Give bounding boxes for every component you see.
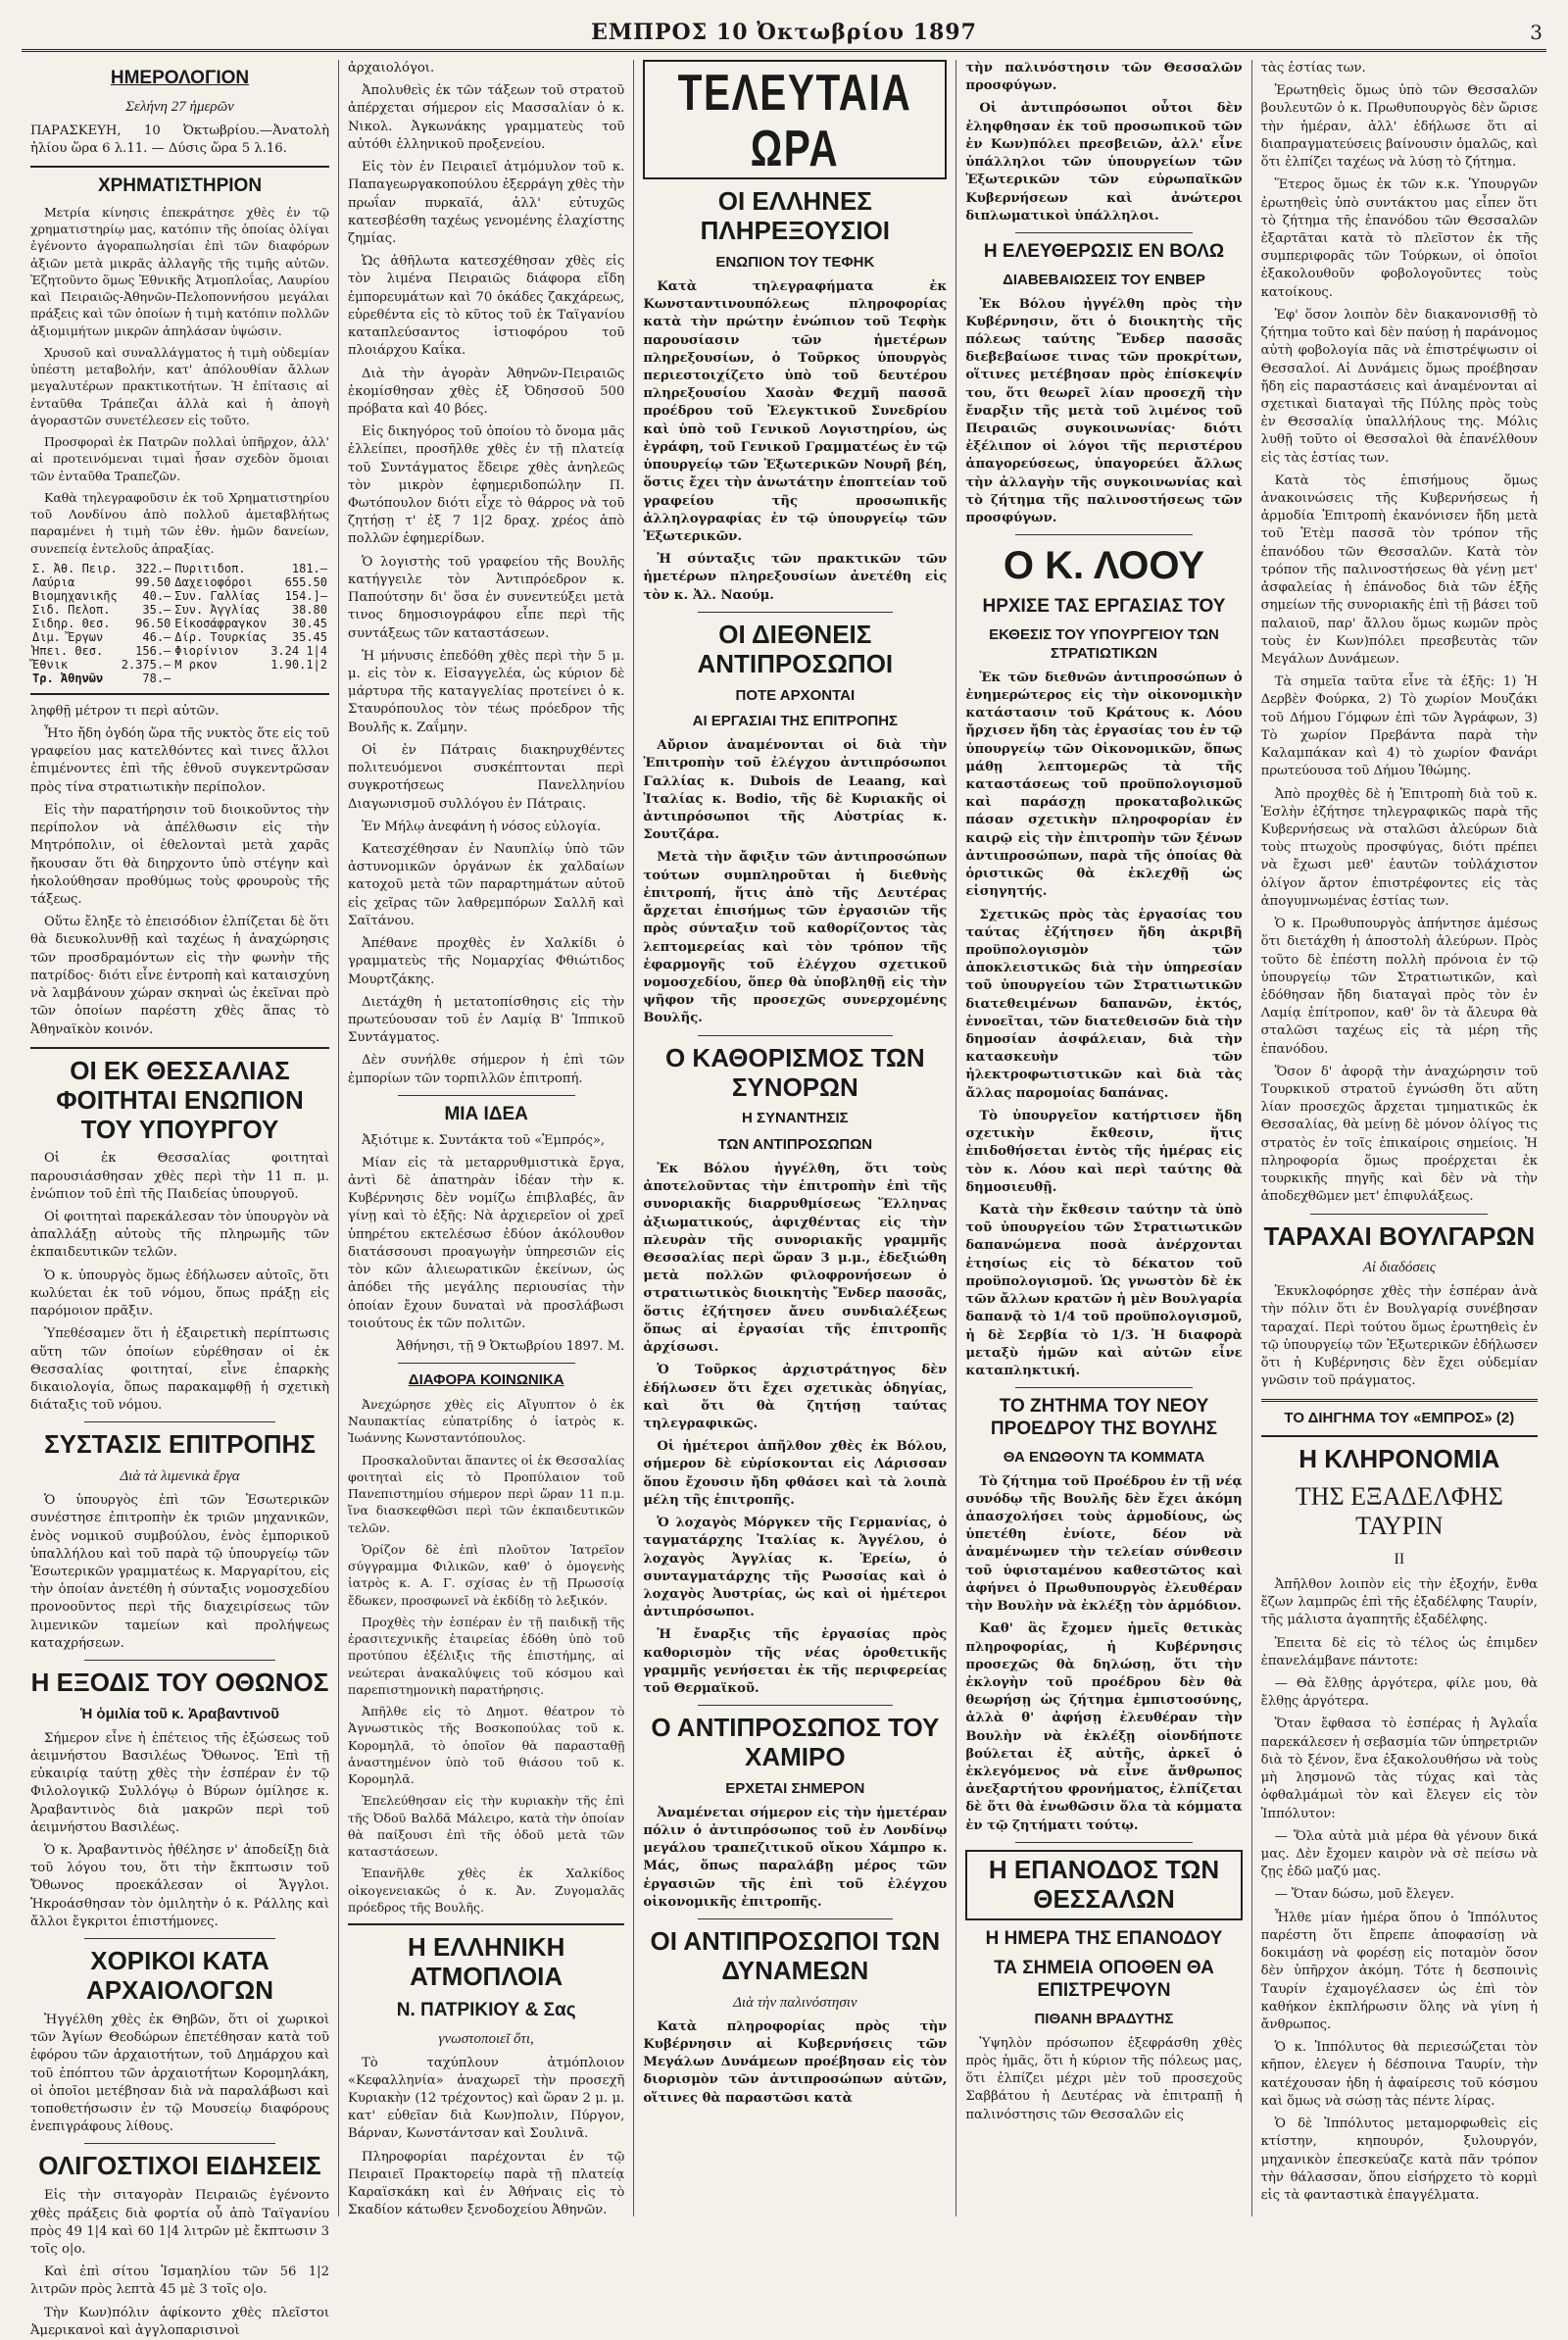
idea-headline: ΜΙΑ ΙΔΕΑ — [444, 1103, 528, 1124]
divider — [30, 1047, 329, 1049]
news-item: Εἰς τὸν ἐν Πειραιεῖ ἀτμόμυλον τοῦ κ. Παπαγεωργακοπούλου ἐξερράγη χθὲς τὴν πρωΐαν πυρκαϊά, ἀλλ' εὐτυχῶς κατεσβέσθη ταχέως γενομένης ἐλαχίστης ζημίας. — [348, 160, 625, 246]
stock-cell: 156.— — [135, 643, 172, 658]
divider — [1015, 534, 1193, 535]
serial-chapter: ΙΙ — [1394, 1550, 1405, 1568]
return-paragraph: Ἐφ' ὅσον λοιπὸν δὲν διακανονισθῇ τὸ ζήτημα τοῦτο καὶ δὲν παύσῃ ἡ παράνομος αὐτὴ φοβολογία πᾶς νὰ ἐπιστρέψωσιν οἱ Θεσσαλοί. Αἱ Δυνάμεις ὅμως προέβησαν ἤδη εἰς παραστάσεις καὶ ἀναμένονται αἱ σχετικαὶ διαταγαὶ τῆς Πύλης πρὸς τοὺς ἐν Θεσσαλίᾳ ὑπαλλήλους της. Μόλις λυθῇ τοῦτο οἱ Θεσσαλοὶ θὰ ἐπανέλθουν εἰς τὰς ἑστίας των. — [1260, 307, 1538, 466]
stock-cell: Μ ρκον — [174, 657, 218, 672]
idea-paragraph: Ἀξιότιμε κ. Συντάκτα τοῦ «Ἐμπρός», — [362, 1132, 606, 1148]
stock-cell — [269, 672, 329, 685]
stock-cell: Δίρ. Τουρκίας — [174, 629, 268, 644]
intl-subheadline: ΑΙ ΕΡΓΑΣΙΑΙ ΤΗΣ ΕΠΙΤΡΟΠΗΣ — [692, 713, 899, 730]
news-item: Ἀπέθανε προχθὲς ἐν Χαλκίδι ὁ γραμματεὺς τῆς Νομαρχίας Φθιώτιδος Μουρτζάκης. — [348, 936, 625, 987]
continued-text: ἀρχαιολόγοι. — [348, 61, 435, 75]
return-paragraph: Τὰ σημεῖα ταῦτα εἶνε τὰ ἑξῆς: 1) Ἡ Δερβὲν Φούρκα, 2) Τὸ χωρίον Μουζάκι τοῦ Δήμου Γόμφων ἐπὶ τῶν Ἀγράφων, 3) Τὸ χωρίον Πρεβάντα παρὰ τὴν Καλαμπάκαν καὶ 4) τὸ χωρίον Φανάρι πρωτεύουσα τοῦ Δήμου Ἰθώμης. — [1260, 674, 1538, 779]
divider — [84, 1938, 275, 1939]
serial-paragraph: Ἐπειτα δὲ εἰς τὸ τέλος ὡς ἐπιμδεν ἐπανελάμβανε πάντοτε: — [1260, 1635, 1538, 1668]
column-5 — [1252, 60, 1546, 2216]
divider — [30, 693, 329, 695]
misc-paragraph: Ἐπελεύθησαν εἰς τὴν κυριακὴν τῆς ἐπὶ τῆς Ὀδοῦ Βαλδᾶ Μάλειρο, κατὰ τὴν ὁποίαν θὰ παίξουσι ἐπὶ τῆς ὁδοῦ μετὰ τῶν καταστάσεων. — [348, 1793, 625, 1860]
stock-cell: 2.375.— — [121, 657, 172, 672]
otto-subheadline: Ἡ ὁμιλία τοῦ κ. Ἀραβαντινοῦ — [79, 1705, 280, 1722]
news-item: Ἡ μήνυσις ἐπεδόθη χθὲς περὶ τὴν 5 μ. μ. εἰς τὸν κ. Εἰσαγγελέα, ὡς κύριον δὲ μάρτυρα τῆς καταγγελίας προτείνει ὁ κ. Σταυρόπουλος τὸν τέως πρόεδρον τῆς Βουλῆς κ. Ζαΐμην. — [348, 648, 625, 735]
serial-paragraph: Ἦλθε μίαν ἡμέρα ὅπου ὁ Ἱππόλυτος παρέστη ὅτι ἔπρεπε ἀποφασίσῃ νὰ δοκιμάσῃ νὰ φορέσῃ εἰς ποταμὸν ὅσον δὲν ὑπῆρχον ἀκόμη. Τότε ἡ δεσποινὶς Ταυρίν ἐχαμογέλασεν ὡς ἐπὶ τὸν καθήκον ἐκπλήρωσιν ὅλης νὰ γίνη ἡ ἄνθρωπος. — [1260, 1910, 1538, 2032]
divider — [84, 1660, 275, 1661]
committee-subheadline: Διὰ τὰ λιμενικὰ ἔργα — [120, 1469, 240, 1485]
divider — [30, 166, 329, 168]
stock-row — [30, 644, 329, 658]
divider — [348, 1923, 624, 1925]
divider — [1015, 1842, 1193, 1843]
speaker-subheadline: ΘΑ ΕΝΩΘΟΥΝ ΤΑ ΚΟΜΜΑΤΑ — [1003, 1448, 1205, 1466]
serial-label: ΤΟ ΔΙΗΓΗΜΑ ΤΟΥ «ΕΜΠΡΟΣ» (2) — [1284, 1409, 1515, 1426]
almanac-title: ΗΜΕΡΟΛΟΓΙΟΝ — [110, 68, 250, 88]
return-paragraph: Ὅσον δ' ἀφορᾷ τὴν ἀναχώρησιν τοῦ Τουρκικοῦ στρατοῦ ἐγνώσθη ὅτι αὕτη λίαν προσεχῶς ἄρχεται τμηματικῶς ἐκ Θεσσαλίας, θὰ μείνῃ δὲ μόνον ὀλίγος τις στρατὸς ἐν τοῖς ἐπικαίροις σημείοις. Ἡ πληροφορία ὅμως προέρχεται ἐκ τουρκικῆς πηγῆς καὶ δὲν νὰ τὴν ἀποδεχθῶμεν μετ' ἐπιφυλάξεως. — [1260, 1064, 1538, 1205]
banner-box — [643, 60, 947, 179]
misc-paragraph: Ἐπανῆλθε χθὲς ἐκ Χαλκίδος οἰκογενειακῶς ὁ κ. Ἀν. Ζυγομαλᾶς πρόεδρος τῆς Βουλῆς. — [348, 1866, 625, 1915]
return-headline: Η ΕΠΑΝΟΔΟΣ ΤΩΝ ΘΕΣΣΑΛΩΝ — [988, 1854, 1220, 1914]
fragment-text: Οὕτω ἔληξε τὸ ἐπεισόδιον ἐλπίζεται δὲ ὅτι θὰ διευκολυνθῇ καὶ ταχέως ἡ ἀναχώρησις τῶν προσδραμόντων εἰς τὴν φωνὴν τῆς πατρίδος· διότι εἶνε ἐντροπὴ καὶ καταισχύνη νὰ λαμβάνουν χώραν σκηναὶ ὡς ἐκεῖναι πρὸ τῶν ὁποίων παρέστη χθὲς ἅπας τὸ Ἀθηναϊκὸν κοινόν. — [30, 915, 329, 1037]
stock-row — [30, 672, 329, 685]
continued-text: τὴν παλινόστησιν τῶν Θεσσαλῶν προσφύγων. — [965, 61, 1243, 94]
stock-cell: 30.45 — [291, 616, 327, 630]
stock-row — [30, 617, 329, 630]
louth-headline: Ο Κ. ΛΟΟΥ — [1003, 544, 1205, 588]
misc-paragraph: Προσκαλοῦνται ἅπαντες οἱ ἐκ Θεσσαλίας φοιτηταὶ εἰς τὸ Προπύλαιον τοῦ Πανεπιστημίου σήμερον περὶ ὥραν 11 π.μ. ἵνα διασκεφθῶσι περὶ τῶν ἐκπαιδευτικῶν τελῶν. — [348, 1452, 625, 1535]
divider — [1310, 1214, 1488, 1215]
intl-paragraph: Αὔριον ἀναμένονται οἱ διὰ τὴν Ἐπιτροπὴν τοῦ ἐλέγχου ἀντιπρόσωποι Γαλλίας κ. Dubois de Leaang, καὶ Ἰταλίας κ. Bodio, τῆς δὲ Κυριακῆς οἱ ἀντιπρόσωποι τῆς Αὐστρίας κ. Σουτζάρα. — [643, 738, 948, 843]
otto-paragraph: Ὁ κ. Ἀραβαντινὸς ἠθέλησε ν' ἀποδείξῃ διὰ τοῦ λόγου του, ὅτι τὴν ἔκπτωσιν τοῦ Ὄθωνος προεκάλεσαν οἱ Ἄγγλοι. Ἠκροάσθησαν τὸν ὁμιλητὴν ὁ κ. Ράλλης καὶ ἄλλοι ἔγκριτοι ἐπιστήμονες. — [30, 1843, 329, 1929]
stock-cell: Εἰκοσάφραγκον — [174, 616, 268, 630]
borders-subheadline: Η ΣΥΝΑΝΤΗΣΙΣ — [741, 1110, 849, 1127]
stock-cell: Διμ. Ἔργων — [32, 629, 104, 644]
powers-subheadline: Διὰ τὴν παλινόστησιν — [733, 1994, 858, 2011]
misc-headline: ΔΙΑΦΟΡΑ ΚΟΙΝΩΝΙΚΑ — [408, 1371, 564, 1389]
stock-cell: 181.— — [291, 561, 327, 575]
powers-paragraph: Κατὰ πληροφορίας πρὸς τὴν Κυβέρνησιν αἱ Κυβερνήσεις τῶν Μεγάλων Δυνάμεων προέβησαν εἰς τὸν διορισμὸν τῶν ἀντιπροσώπων αὐτῶν, οἵτινες θὰ παραστῶσι κατὰ — [643, 2018, 948, 2106]
news-item: Ὁ λογιστὴς τοῦ γραφείου τῆς Βουλῆς κατήγγειλε τὸν Ἀντιπρόεδρον κ. Παπούτσην δι' ὅσα ἐν συνεντεύξει μετὰ τινος δημοσιογράφου εἶπε περὶ τῆς συντάξεως τῶν καταστάσεων. — [348, 554, 625, 641]
evacuation-paragraph: Ἐκ Βόλου ἠγγέλθη πρὸς τὴν Κυβέρνησιν, ὅτι ὁ διοικητὴς τῆς πόλεως ταύτης Ἔνδερ πασσᾶς διεβεβαίωσε τινας τῶν προκρίτων, οἵτινες μετέβησαν πρὸς ἐπίσκεψίν του, ὅτι θεωρεῖ λίαν προσεχῆ τὴν ἔναρξιν τῆς μετὰ τοῦ λιμένος τοῦ Πειραιῶς συγκοινωνίας· διότι ἐξέλιπον οἱ λόγοι τῆς περιστέρου ἀπαγορεύσεως, ὑπαγορεύει ἄλλως τὴν ἀλλαγὴν τῆς συγκοινωνίας καὶ τὸ ζήτημα τῆς παλινοστήσεως τῶν προσφύγων. — [965, 296, 1243, 526]
stock-cell: 96.50 — [135, 616, 172, 630]
divider — [398, 1363, 575, 1364]
serial-paragraph: Ὁ κ. Ἱππόλυτος θὰ περιεσώζεται τὸν κῆπον, ἐλεγεν ἡ δέσποινα Ταυρίν, τὴν κατέχουσαν ἡδη ἡ ἀφαίρεσις τοῦ κόσμου καὶ ὅμως νὰ σώσῃ τὰς πέντε λίρας. — [1260, 2040, 1538, 2109]
fragment-text: Ἦτο ἤδη ὀγδόη ὥρα τῆς νυκτὸς ὅτε εἰς τοῦ γραφείου μας κατελθόντες καὶ τινες ἄλλοι ἐπιμένοντες ἐπὶ τῆς ἐθνοῦ συγκεντρῶσαν πρὸς τίνα στρατιωτικὴν περίπολον. — [30, 726, 329, 795]
misc-paragraph: Ὁρίζον δὲ ἐπὶ πλοῦτον Ἰατρεῖον σύγγραμμα Φιλικῶν, καθ' ὁ ὁμογενὴς ἰατρὸς κ. Α. Γ. σχίσας ἐν τῇ Πρωσσίᾳ ἔδωκεν, προσφωνεῖ νὰ ἐκδίδῃ τὸ λεξικόν. — [348, 1541, 625, 1608]
louth-subheadline: ΕΚΘΕΣΙΣ ΤΟΥ ΥΠΟΥΡΓΕΙΟΥ ΤΩΝ ΣΤΡΑΤΙΩΤΙΚΩΝ — [989, 626, 1219, 662]
stock-cell: Σιδ. Πελοπ. — [32, 602, 111, 617]
divider — [398, 1095, 575, 1096]
stock-cell: 3.24 1|4 — [270, 643, 327, 658]
column-3 — [634, 60, 956, 2216]
stock-cell — [172, 672, 269, 685]
idea-paragraph: Μίαν εἰς τὰ μεταρρυθμιστικὰ ἔργα, ἀντὶ δὲ ἀπατηρὰν ἰδέαν τὴν κ. Κυβέρνησις δὲν νομίζω ἐπιβλαβές, ἂν γίνῃ καὶ τὸ ἑξῆς: Νὰ ἀρχιερεῖον οἱ χρεῖ ὑπηρέτου εκτελέσωσ ἐδύον ἀκόλουθον διατάσσουσι προαγωγὴν ὑπηρεσιῶν εἰς τὸν κῶν ἀλιεωρατικῶν ἐκείνων, ὡς ἀπόδει τῆς μεγάλης περιουσίας τὴν ὁποίαν ἔχουν δυναταὶ νὰ προσλάβωσι τοιούτους ἐκ τῶν πολιτῶν. — [348, 1155, 625, 1331]
masthead — [22, 16, 1546, 52]
stock-row — [30, 575, 329, 589]
chorus-headline: ΧΟΡΙΚΟΙ ΚΑΤΑ ΑΡΧΑΙΟΛΟΓΩΝ — [85, 1946, 274, 2005]
hambro-subheadline: ΕΡΧΕΤΑΙ ΣΗΜΕΡΟΝ — [725, 1780, 865, 1798]
stock-cell: Φιορίνιον — [174, 643, 239, 658]
stock-row — [30, 562, 329, 575]
evacuation-subheadline: ΔΙΑΒΕΒΑΙΩΣΕΙΣ ΤΟΥ ΕΝΒΕΡ — [1003, 271, 1205, 288]
fragment-text: Εἰς τὴν παρατήρησιν τοῦ διοικοῦντος τὴν περίπολον νὰ ἀπέλθωσιν εἰς τὴν Μητρόπολιν, οἱ ἐθελονταὶ μετὰ χαρᾶς ἤκουσαν ὅτι θὰ διηρχοντο ὑπὸ στέγην καὶ ἠκολούθησαν προθύμως τοὺς φρουροὺς τῆς τάξεως. — [30, 802, 329, 907]
gov-subheadline: ΕΝΩΠΙΟΝ ΤΟΥ ΤΕΦΗΚ — [715, 254, 875, 272]
return-paragraph: Κατὰ τὸς ἐπισήμους ὅμως ἀνακοινώσεις τῆς Κυβερνήσεως ἡ ἁρμοδία Ἐπιτροπὴ ἐκανόνισεν ἤδη μετὰ τοῦ Ἐτὲμ πασσᾶ τὸν τρόπον τῆς ἐπανόδου τῶν Θεσσαλῶν. Κατὰ τὸν τρόπον τῆς παλινοστήσεως θὰ γένῃ μετ' ἀσφαλείας ἡ ἐπάνοδος διὰ τῶν ἑξῆς σημείων τῆς συνοριακῆς ἐπὶ τῇ βάσει τοῦ παλαιοῦ, παρ' ἄλλου ὅμως κωμῶν πρὸς τοὺς ἐν Κων)πόλει πρεσβευτὰς τῶν Μεγάλων Δυνάμεων. — [1260, 473, 1538, 667]
bulgarian-paragraph: Ἐκυκλοφόρησε χθὲς τὴν ἑσπέραν ἀνὰ τὴν πόλιν ὅτι ἐν Βουλγαρίᾳ συνέβησαν ταραχαί. Περὶ τούτου ὅμως ἐρωτηθεὶς ἐν τῷ ὑπουργείῳ τῶν Ἐξωτερικῶν ἐδήλωσεν ὅτι ἡ Κυβέρνησις δὲν ἔχει οὐδεμίαν γνῶσιν τοῦ πράγματος. — [1260, 1284, 1538, 1389]
speaker-paragraph: Καθ' ἃς ἔχομεν ἡμεῖς θετικὰς πληροφορίας, ἡ Κυβέρνησις προσεχῶς θὰ δηλώσῃ, ὅτι τὴν ἐκλογὴν τοῦ προέδρου δὲν θὰ θεωρήσῃ ὡς ζήτημα ἐμπιστοσύνης, ἀλλὰ θ' ἀφήσῃ ἐλευθέραν τὴν Βουλὴν νὰ ἐκλέξῃ οἱονδήποτε βούλεται ἐξ αὐτῆς, ἀρκεῖ ὁ ἐκλεγόμενος νὰ εἶνε ἄνθρωπος ἀνεξαρτήτου φρονήματος, ἐλπίζεται δὲ ὅτι θὰ ἑνωθῶσιν ὅλα τὰ κόμματα ἐν τῷ ζητήματι τούτῳ. — [965, 1621, 1243, 1833]
gov-headline: ΟΙ ΕΛΛΗΝΕΣ ΠΛΗΡΕΞΟΥΣΙΟΙ — [700, 186, 891, 246]
news-item: Ἀπολυθεὶς ἐκ τῶν τάξεων τοῦ στρατοῦ ἀπέρχεται σήμερον εἰς Μασσαλίαν ὁ κ. Νικολ. Ἀγκωνάκης γραμματεὺς τοῦ αὐτόθι ἑλληνικοῦ προξενείου. — [348, 83, 625, 152]
brief-paragraph: Εἰς τὴν σιταγορὰν Πειραιῶς ἐγένοντο χθὲς πράξεις διὰ φορτία οὗ ἀπὸ Ταϊγανίου πρὸς 49 1|4 καὶ 60 1|4 λιτρῶν μὲ ἔκπτωσιν 3 τοῖς ο|ο. — [30, 2188, 329, 2257]
stock-row — [30, 630, 329, 644]
borders-paragraph: Ὁ λοχαγὸς Μόργκεν τῆς Γερμανίας, ὁ ταγματάρχης Ἰταλίας κ. Ἀγγέλου, ὁ λοχαγὸς Ἀγγλίας κ. Ἑρείω, ὁ συνταγματάρχης τῆς Ρωσσίας καὶ ὁ λοχαγὸς Ἀυστρίας, ὡς καὶ οἱ ἡμέτεροι ἀντιπρόσωποι. — [643, 1516, 948, 1620]
divider — [698, 1705, 892, 1706]
stock-row — [30, 658, 329, 672]
return-subheadline: ΤΑ ΣΗΜΕΙΑ ΟΠΟΘΕΝ ΘΑ ΕΠΙΣΤΡΕΨΟΥΝ — [994, 1958, 1214, 2002]
stock-cell: Ἡπει. Θεσ. — [32, 643, 104, 658]
gov-paragraph: Κατὰ τηλεγραφήματα ἐκ Κωνσταντινουπόλεως πληροφορίας κατὰ τὴν πρώτην ἐνώπιον τοῦ Τεφὴκ παρουσίασιν τῶν ἡμετέρων πληρεξουσίων, ὁ Τοῦρκος ὑπουργὸς περιεστοιχίζετο ὑπὸ τοῦ δευτέρου πληρεξουσίου Χασὰν Φεχμῆ πασσᾶ προέδρου τοῦ Ἐλεγκτικοῦ Συνεδρίου καὶ ὑπὸ τοῦ Γενικοῦ Λογιστηρίου, ὡς ἐγράφη, τοῦ Γενικοῦ Γραμματέως ἐν τῷ ὑπουργείῳ τῶν Ἐξωτερικῶν Νουρῆ βέη, ὅστις ἔχει τὴν ἀνωτάτην ἐποπτείαν τοῦ γραφείου τῆς προσωπικῆς ἀλληλογραφίας ἐν τῷ ὑπουργείῳ τῶν Ἐξωτερικῶν. — [643, 278, 948, 544]
divider — [1015, 232, 1193, 233]
stock-cell: Τρ. Ἀθηνῶν — [32, 671, 104, 685]
steamship-announce: γνωστοποιεῖ ὅτι, — [438, 2030, 534, 2047]
almanac-sub: Σελήνη 27 ἡμερῶν — [125, 98, 234, 115]
exchange-title: ΧΡΗΜΑΤΙΣΤΗΡΙΟΝ — [97, 174, 263, 196]
fragment-text: ληφθῇ μέτρον τι περὶ αὐτῶν. — [30, 703, 220, 719]
stock-cell: Δαχειοφόροι — [174, 574, 253, 589]
column-2 — [339, 60, 634, 2216]
return-subheadline: Η ΗΜΕΡΑ ΤΗΣ ΕΠΑΝΟΔΟΥ — [985, 1927, 1223, 1949]
students-headline: ΟΙ ΕΚ ΘΕΣΣΑΛΙΑΣ ΦΟΙΤΗΤΑΙ ΕΝΩΠΙΟΝ ΤΟΥ ΥΠΟΥΡΓΟΥ — [56, 1055, 304, 1144]
stock-cell: Σ. Ἀθ. Πειρ. — [32, 561, 118, 575]
news-item: Κατεσχέθησαν ἐν Ναυπλίῳ ὑπὸ τῶν ἀστυνομικῶν ὀργάνων ἐκ χαλδαίων κατοχοῦ μετὰ τῶν παραρτημάτων αὐτοῦ εἰς χεῖρας τῶν λαθρεμπόρων Σαλλῆ καὶ Σαϊτάνου. — [348, 841, 625, 928]
serial-paragraph: Ὁ δὲ Ἱππόλυτος μεταμορφωθεὶς εἰς κτίστην, κηπουρόν, ξυλουργόν, μηχανικὸν ἐπεσκεύαζε κατὰ πᾶν τρόπον τὴν θάλασσαν, ὅπου εἰσήρχετο τὸ κορμὶ εἰς τὰ φανταστικὰ ἐπαγγέλματα. — [1260, 2116, 1538, 2203]
students-paragraph: Οἱ φοιτηταὶ παρεκάλεσαν τὸν ὑπουργὸν νὰ ἀπαλλάξῃ αὐτοὺς τῆς πληρωμῆς τῶν ἐκπαιδευτικῶν τελῶν. — [30, 1210, 329, 1261]
committee-paragraph: Ὁ ὑπουργὸς ἐπὶ τῶν Ἐσωτερικῶν συνέστησε ἐπιτροπὴν ἐκ τριῶν μηχανικῶν, ἐνὸς νομικοῦ συμβούλου, ἐνὸς ἐμπορικοῦ ὑπαλλήλου καὶ τοῦ παρὰ τῷ ὑπουργείῳ τῶν Ἐσωτερικῶν γραμματέως κ. Μαργαρίτου, εἰς τὴν ὁποίαν ἀνετέθη ἡ σύνταξις νομοσχεδίου προνοοῦντος περὶ τῆς διαχειρίσεως τῶν λιμενικῶν ταμείων καὶ προλήψεως καταχρήσεων. — [30, 1493, 329, 1651]
news-item: Ὡς ἀθῆλωτα κατεσχέθησαν χθὲς εἰς τὸν λιμένα Πειραιῶς διάφορα εἴδη ἐμπορευμάτων καὶ 70 ὀκάδες ζακχάρεως, εὑρεθέντα εἰς τὸ κῦτος τοῦ ἐκ Ταϊγανίου καταπλεύσαντος ἱστιοφόρου τοῦ πλοιάρχου Καΐκα. — [348, 254, 625, 359]
serial-paragraph: — Ὅλα αὐτὰ μιὰ μέρα θὰ γένουν δικά μας. Δὲν ἔχομεν καιρὸν νὰ σὲ πείσω νὰ ζῃς ἐδῶ μαζύ μας. — [1260, 1828, 1538, 1880]
borders-subheadline: ΤΩΝ ΑΝΤΙΠΡΟΣΩΠΩΝ — [717, 1136, 873, 1154]
delegates-paragraph: Οἱ ἀντιπρόσωποι οὗτοι δὲν ἐληφθησαν ἐκ τοῦ προσωπικοῦ τῶν ἐν Κων)πόλει πρεσβειῶν, ἀλλ' εἶνε ὑπάλληλοι τῶν ὑπουργείων τῶν Ἐξωτερικῶν τῶν εὐρωπαϊκῶν Κυβερνήσεων καὶ ἀνώτεροι διπλωματικοὶ ὑπάλληλοι. — [965, 101, 1243, 224]
students-paragraph: Ὑπεθέσαμεν ὅτι ἡ ἐξαιρετικὴ περίπτωσις αὕτη τῶν ὁποίων εὑρέθησαν οἱ ἐκ Θεσσαλίας φοιτηταί, εἶνε ἐπαρκὴς δικαιολογία, ὅπως παρακαμφθῇ ἡ σχετικὴ διάταξις τοῦ νόμου. — [30, 1326, 329, 1414]
stock-cell: 322.— — [135, 561, 172, 575]
misc-paragraph: Προχθὲς τὴν ἑσπέραν ἐν τῇ παιδικῇ τῆς ἐρασιτεχνικῆς ἑταιρείας ἐδόθη ὑπὸ τοῦ προτύπου ἐξέλιξις τῆς ἐπιστήμης, αἱ νεώτεραι ἀνακαλύψεις τοῦ κόσμου καὶ παρεπιστημονικὴ παρατήρησις. — [348, 1614, 625, 1697]
serial-title: ΤΗΣ ΕΞΑΔΕΛΦΗΣ ΤΑΥΡΙΝ — [1295, 1482, 1503, 1541]
return-paragraph: Ὑψηλὸν πρόσωπον ἐξεφράσθη χθὲς πρὸς ἡμᾶς, ὅτι ἡ κύριον τῆς πόλεως μας, ὅτι ἐλπίζει μέχρι μὲν τοῦ προσεχοῦς Σαββάτου ἡ Δευτέρας νὰ ἐπιτραπῇ ἡ παλινόστησις τῶν Θεσσαλῶν εἰς — [965, 2035, 1243, 2122]
page-number: 3 — [1530, 21, 1543, 44]
louth-subheadline: ΗΡΧΙΣΕ ΤΑΣ ΕΡΓΑΣΙΑΣ ΤΟΥ — [982, 596, 1226, 618]
exchange-paragraph: Καθὰ τηλεγραφοῦσιν ἐκ τοῦ Χρηματιστηρίου τοῦ Λονδίνου ἀπὸ πολλοῦ ἀμεταβλήτως παραμένει ἡ τιμὴ τῶν ἐθν. ἡμῶν δανείων, συνεπείᾳ ἐντελοῦς ἀπραξίας. — [30, 489, 329, 556]
stock-cell: 99.50 — [135, 574, 172, 589]
borders-paragraph: Ὁ Τοῦρκος ἀρχιστράτηγος δὲν ἐδήλωσεν ὅτι ἔχει σχετικὰς ὁδηγίας, καὶ ὅτι θὰ ζητήσῃ ταύτας τηλεγραφικῶς. — [643, 1363, 948, 1431]
steamship-headline: Η ΕΛΛΗΝΙΚΗ ΑΤΜΟΠΛΟΙΑ — [407, 1932, 565, 1992]
brief-headline: ΟΛΙΓΟΣΤΙΧΟΙ ΕΙΔΗΣΕΙΣ — [38, 2151, 321, 2181]
divider — [84, 1421, 275, 1422]
stock-cell: 1.90.1|2 — [270, 657, 327, 672]
stock-cell: Συν. Ἀγγλίας — [174, 602, 260, 617]
stock-cell: Συν. Γαλλίας — [174, 588, 260, 603]
misc-paragraph: Ἀπῆλθε εἰς τὸ Δημοτ. θέατρον τὸ Ἀγνωστικὸς τῆς Βοσκοπούλας τοῦ κ. Κορομηλᾶ, τὸ ὁποῖον θὰ παρασταθῇ ἀναστημένον ὑπὸ τοῦ θιάσου τοῦ κ. Κορομηλᾶ. — [348, 1704, 625, 1787]
borders-paragraph: Ἡ ἔναρξις τῆς ἐργασίας πρὸς καθορισμὸν τῆς νέας ὁροθετικῆς γραμμῆς γενήσεται ἐκ τῆς περιφερείας τοῦ Θερμαϊκοῦ. — [643, 1627, 948, 1697]
exchange-paragraph: Μετρία κίνησις ἐπεκράτησε χθὲς ἐν τῷ χρηματιστηρίῳ μας, κατόπιν τῆς ὁποίας ὀλίγαι ἐγένοντο ἀγοραπωλησίαι ἐπὶ τῶν διαφόρων ἀξιῶν μετὰ μικρᾶς ἀλλαγῆς τῆς τιμῆς αὐτῶν. Ἐζητοῦντο ὅμως Ἐθνικῆς Ἀτμοπλοΐας, Λαυρίου καὶ Πειραιῶς-Ἀθηνῶν-Πελοποννήσου μεγάλαι πράξεις καὶ τῶν ὁποίων ἡ τιμὴ κατόπιν πολλῶν ἀξιομιμήτων μικρῶν ἀπηλάσαν ὑψώσιν. — [30, 204, 329, 338]
gov-paragraph: Ἡ σύνταξις τῶν πρακτικῶν τῶν ἡμετέρων πληρεξουσίων ἀνετέθη εἰς τὸν κ. Ἀλ. Ναούμ. — [643, 552, 948, 603]
serial-paragraph: Ὅταν ἔφθασα τὸ ἑσπέρας ἡ Ἀγλαΐα παρεκάλεσεν ἡ σεβασμία τῶν ὑπηρετριῶν διὰ τὸ ξένον, ἕνα ἐξακολουθήσω νὰ τοὺς μὴ λησμονῶ τὰς τύχας καὶ τὰς ὀφθαλμάμωὶ τὸν καὶ ἔλεγεν εἰς τὸν Ἱππόλυτον: — [1260, 1717, 1538, 1821]
stock-table — [30, 562, 329, 685]
divider — [1261, 1399, 1538, 1402]
divider — [698, 612, 892, 613]
bulgarian-subheadline: Αἱ διαδόσεις — [1362, 1260, 1436, 1276]
serial-title: Η ΚΛΗΡΟΝΟΜΙΑ — [1298, 1444, 1500, 1474]
intl-paragraph: Μετὰ τὴν ἄφιξιν τῶν ἀντιπροσώπων τούτων συμπληροῦται ἡ διεθνὴς ἐπιτροπή, ἥτις ἀπὸ τῆς Δευτέρας ἄρχεται ἐπισήμως τῶν ἐργασιῶν τῆς πρὸς σύνταξιν τοῦ καθορίζοντος τὰς λεπτομερείας καὶ τὸν τρόπον τῆς ἐφαρμογῆς τοῦ ἐλέγχου σχετικοῦ νομοσχεδίου, ὅπερ θὰ ὑποβληθῇ εἰς τὴν ψῆφον τῆς προσεχῶς συνερχομένης Βουλῆς. — [643, 850, 948, 1026]
misc-paragraph: Ἀνεχώρησε χθὲς εἰς Αἴγυπτον ὁ ἐκ Ναυπακτίας εὐπατρίδης ὁ ἰατρὸς κ. Ἰωάννης Κωνσταντόπουλος. — [348, 1396, 625, 1446]
speaker-paragraph: Τὸ ζήτημα τοῦ Προέδρου ἐν τῇ νέᾳ συνόδῳ τῆς Βουλῆς δὲν ἔχει ἀκόμη ἀπασχολήσει τοὺς ἀρμοδίους, ὡς ὑπετέθη ἐνίοτε, δέον νὰ ἀναμένωμεν τὴν τελείαν σύνθεσιν τοῦ ὑφισταμένου καθεστῶτος καὶ ἀφήνει ὁ Πρωθυπουργὸς ἐλευθέραν τὴν Βουλὴν νὰ ἐκλέξῃ τὸν ἁρμόδιον. — [965, 1473, 1243, 1615]
continued-text: τὰς ἑστίας των. — [1260, 61, 1366, 75]
divider — [698, 1035, 892, 1036]
news-item: Οἱ ἐν Πάτραις διακηρυχθέντες πολιτευόμενοι συσκέπτονται περὶ συγκροτήσεως Πανελληνίου Διαγωνισμοῦ συλλόγου ἐν Πάτραις. — [348, 742, 625, 812]
news-item: Διετάχθη ἡ μετατοπίσθησις εἰς τὴν πρωτεύουσαν τοῦ ἐν Λαμίᾳ Β' Ἱππικοῦ Συντάγματος. — [348, 994, 625, 1046]
stock-cell: Λαύρια — [32, 574, 75, 589]
stock-cell: 38.80 — [291, 602, 327, 617]
masthead-title: ΕΜΠΡΟΣ 10 Ὀκτωβρίου 1897 — [591, 20, 977, 45]
news-item: Διὰ τὴν ἀγορὰν Ἀθηνῶν-Πειραιῶς ἐκομίσθησαν χθὲς ἐξ Ὀδησσοῦ 500 πρόβατα καὶ 40 βόες. — [348, 366, 625, 417]
exchange-paragraph: Χρυσοῦ καὶ συναλλάγματος ἡ τιμὴ οὐδεμίαν ὑπέστη μεταβολήν, κατ' ἀπόλουθίαν ἄλλων μεγαλυτέρων πρακτικοτήτων. Ἡ ἐπίτασις αἱ ἐνταῦθα Τράπεζαι ἀλλὰ καὶ ἡ ἀπογὴ ἀγοραστῶν συνετέλεσεν εἰς τοῦτο. — [30, 344, 329, 427]
idea-signature: Ἀθήνησι, τῇ 9 Ὀκτωβρίου 1897. Μ. — [396, 1339, 625, 1355]
louth-paragraph: Ἐκ τῶν διεθνῶν ἀντιπροσώπων ὁ ἐνημερώτερος εἰς τὴν οἰκονομικὴν κατάστασιν τοῦ Κράτους κ. Λόου ἤρχισεν ἤδη τὰς ἐργασίας του ἐν τῷ ὑπουργείῳ τῶν Οἰκονομικῶν, ὅπως μάθῃ λεπτομερῶς τὰ τῆς καταστάσεως τοῦ προϋπολογισμοῦ καὶ παράσχῃ προκαταβολικῶς πάσαν σχετικὴν πληροφορίαν ἐν καιρῷ εἰς τὴν ἐπιτροπὴν τῶν ξένων ἀντιπροσώπων, παρὰ τῆς ὁποίας θὰ ὁριστικῶς θὰ ἐκλεχθῇ ὡς εἰσηγητής. — [965, 670, 1243, 900]
column-1 — [22, 60, 339, 2338]
brief-paragraph: Τὴν Κων)πόλιν ἀφίκοντο χθὲς πλεῖστοι Ἀμερικανοὶ καὶ ἀγγλοπαρισινοὶ — [30, 2305, 329, 2338]
committee-headline: ΣΥΣΤΑΣΙΣ ΕΠΙΤΡΟΠΗΣ — [44, 1429, 316, 1460]
hambro-headline: Ο ΑΝΤΙΠΡΟΣΩΠΟΣ ΤΟΥ ΧΑΜΙΡΟ — [651, 1713, 940, 1772]
return-paragraph: Ἐρωτηθεὶς ὅμως ὑπὸ τῶν Θεσσαλῶν βουλευτῶν ὁ κ. Πρωθυπουργὸς δὲν ὥρισε τὴν ἡμέραν, ἀλλ' ἐδήλωσε ὅτι αἱ διαπραγματεύσεις βαίνουσιν ὁμαλῶς, καὶ ὅτι ἐλπίζει ταχέως νὰ λύσῃ τὸ ζήτημα. — [1260, 83, 1538, 171]
divider — [1261, 1435, 1538, 1437]
column-4 — [956, 60, 1251, 2216]
stock-cell: Πυριτιδοπ. — [174, 561, 246, 575]
serial-paragraph: Ἀπῆλθον λοιπὸν εἰς τὴν ἐξοχήν, ἔνθα ἔζων λαμπρῶς ἐπὶ τῆς ἐξαδέλφης Ταυρίν, τῆς μάλιστα ἀγαπητῆς ἐξαδέλφης. — [1260, 1576, 1538, 1628]
stock-cell: 35.— — [142, 602, 172, 617]
steamship-paragraph: Τὸ ταχύπλουν ἀτμόπλοιον «Κεφαλληνία» ἀναχωρεῖ τὴν προσεχῆ Κυριακὴν (12 τρέχοντος) καὶ ὥραν 2 μ. μ. κατ' εὐθεῖαν διὰ Κων)πολιν, Πύργον, Βάρναν, Κωνστάντσαν καὶ Σουλινᾶ. — [348, 2055, 625, 2142]
evacuation-headline: Η ΕΛΕΥΘΕΡΩΣΙΣ ΕΝ ΒΟΛΩ — [983, 240, 1225, 262]
powers-headline: ΟΙ ΑΝΤΙΠΡΟΣΩΠΟΙ ΤΩΝ ΔΥΝΑΜΕΩΝ — [650, 1926, 941, 1985]
stock-cell: 78.— — [142, 671, 172, 685]
divider — [698, 1918, 892, 1919]
otto-headline: Η ΕΞΟΔΙΣ ΤΟΥ ΟΘΩΝΟΣ — [30, 1668, 329, 1698]
chorus-paragraph: Ἠγγέλθη χθὲς ἐκ Θηβῶν, ὅτι οἱ χωρικοὶ τῶν Ἁγίων Θεοδώρων ἐπετέθησαν κατὰ τοῦ ἐφόρου τῶν ἀρχαιοτήτων, τοῦ Δημάρχου καὶ τοῦ ἐπόπτου τῶν ἀρχαιοτήτων Κορομηλάκη, οἱ ὁποῖοι μετέβησαν διὰ νὰ παραλάβωσι καὶ τοποθετήσωσιν ἐν τῷ Μουσείῳ διαφόρους ἐνεπιγράφους λίθους. — [30, 2012, 329, 2135]
hambro-paragraph: Ἀναμένεται σήμερον εἰς τὴν ἡμετέραν πόλιν ὁ ἀντιπρόσωπος τοῦ ἐν Λονδίνῳ μεγάλου τραπεζιτικοῦ οἴκου Χάμπρο κ. Μάς, ὅπως παραλάβῃ μέρος τῶν ἐργασιῶν τῆς ἐπὶ τοῦ ἐλέγχου οἰκονομικῆς ἐπιτροπῆς. — [643, 1805, 948, 1910]
steamship-company: Ν. ΠΑΤΡΙΚΙΟΥ & Σας — [396, 2000, 576, 2021]
news-item: Ἐν Μήλῳ ἀνεφάνη ἡ νόσος εὐλογία. — [362, 819, 602, 834]
intl-subheadline: ΠΟΤΕ ΑΡΧΟΝΤΑΙ — [735, 686, 856, 704]
divider — [1015, 1387, 1193, 1388]
news-item: Εἰς δικηγόρος τοῦ ὁποίου τὸ ὄνομα μᾶς ἐλλείπει, προσῆλθε χθὲς ἐν τῇ πλατείᾳ τοῦ Συντάγματος ἔδειρε χθὲς ἀνηλεῶς τὸν μικρὸν ἐφημεριδοπώλην Π. Φωτόπουλον διότι εἶχε τὸ θάρρος νὰ τοῦ ζητήσῃ τ' ἐξ 7 1|2 δραχ. χρέος ἀπὸ πολλῶν ἐφημερίδων. — [348, 424, 625, 547]
stock-row — [30, 589, 329, 603]
intl-headline: ΟΙ ΔΙΕΘΝΕΙΣ ΑΝΤΙΠΡΟΣΩΠΟΙ — [697, 619, 894, 678]
last-hour-banner: ΤΕΛΕΥΤΑΙΑ ΩΡΑ — [678, 65, 912, 178]
borders-paragraph: Οἱ ἡμέτεροι ἀπῆλθον χθὲς ἐκ Βόλου, σήμερον δὲ εὑρίσκονται εἰς Λάρισσαν ὅπου ἔχουσιν ἤδη φθάσει καὶ τὰ λοιπὰ μέλη τῆς ἐπιτροπῆς. — [643, 1439, 948, 1508]
return-banner — [965, 1850, 1242, 1920]
brief-paragraph: Καὶ ἐπὶ σίτου Ἰσμαηλίου τῶν 56 1|2 λιτρῶν πρὸς λεπτὰ 45 μὲ 3 τοῖς ο|ο. — [30, 2265, 329, 2298]
borders-headline: Ο ΚΑΘΟΡΙΣΜΟΣ ΤΩΝ ΣΥΝΟΡΩΝ — [664, 1042, 925, 1102]
louth-paragraph: Τὸ ὑπουργεῖον κατήρτισεν ἤδη σχετικὴν ἔκθεσιν, ἥτις ἐπιδοθήσεται ἐντὸς τῆς ἡμέρας εἰς τὸν κ. Λόου καὶ περὶ ταύτης θὰ δημοσιευθῇ. — [965, 1108, 1243, 1195]
louth-paragraph: Κατὰ τὴν ἔκθεσιν ταύτην τὰ ὑπὸ τοῦ ὑπουργείου τῶν Στρατιωτικῶν δαπανώμενα ποσὰ ἀνέρχονται ἐτησίως εἰς τὸ δέκατον τοῦ προϋπολογισμοῦ. Ὡς γνωστὸν δὲ ἐκ τῶν ἄλλων κρατῶν ἡ μὲν Βουλγαρία δαπανᾷ τὸ 1/4 τοῦ προϋπολογισμοῦ, ἡ δὲ Σερβία τὸ 1/3. Ἡ διαφορὰ μεταξὺ ἡμῶν καὶ αὐτῶν εἶνε καταπληκτική. — [965, 1203, 1243, 1378]
return-subheadline: ΠΙΘΑΝΗ ΒΡΑΔΥΤΗΣ — [1034, 2011, 1174, 2028]
bulgarian-headline: ΤΑΡΑΧΑΙ ΒΟΥΛΓΑΡΩΝ — [1263, 1220, 1536, 1251]
divider — [84, 2143, 275, 2144]
almanac-text: ΠΑΡΑΣΚΕΥΗ, 10 Ὀκτωβρίου.—Ἀνατολὴ ἡλίου ὥρα 6 λ.11. — Δύσις ὥρα 5 λ.16. — [30, 123, 329, 156]
stock-cell: Βιομηχανικῆς — [32, 588, 118, 603]
stock-cell: Ἔθνικ — [32, 657, 69, 672]
news-item: Δὲν συνήλθε σήμερον ἡ ἐπὶ τῶν ἐμπορίων τῶν τορπιλλῶν ἐπιτροπή. — [348, 1053, 625, 1086]
otto-paragraph: Σήμερον εἶνε ἡ ἐπέτειος τῆς ἐξώσεως τοῦ ἀειμνήστου Βασιλέως Ὄθωνος. Ἐπὶ τῇ εὐκαιρίᾳ ταύτῃ χθὲς τὴν ἑσπέραν ἐν τῷ Φιλολογικῷ Συλλόγῳ ὁ Βύρων ὁμίλησε κ. Ἀραβαντινὸς διὰ μακρῶν περὶ τοῦ ἀειμνήστου Βασιλέως. — [30, 1730, 329, 1835]
stock-cell: 35.45 — [291, 629, 327, 644]
steamship-paragraph: Πληροφορίαι παρέχονται ἐν τῷ Πειραιεῖ Πρακτορείῳ παρὰ τῇ πλατείᾳ Καραϊσκάκη καὶ ἐν Ἀθήναις εἰς τὸ Σκαδίον κάτωθεν ξενοδοχείου Ἀθηνῶν. — [348, 2149, 625, 2218]
louth-paragraph: Σχετικῶς πρὸς τὰς ἐργασίας του ταύτας ἐζήτησεν ἤδη ἀκριβῆ προϋπολογισμὸν τῶν ἀποκλειστικῶς διὰ τὴν ὑπηρεσίαν τοῦ ὑπουργείου τῶν Στρατιωτικῶν διατεθειμένων δαπανῶν, ἐκτός, ἐννοεῖται, τῶν διατεθεισῶν διὰ τὴν δημοσίαν ἀσφάλειαν, διὰ τὴν κατασκευὴν τῶν ἠλεκτροφωτιστικῶν καὶ διὰ τὰς ἄλλας παρομοίας δαπάνας. — [965, 907, 1243, 1101]
columns — [22, 60, 1546, 2338]
stock-cell: 655.50 — [284, 574, 327, 589]
serial-paragraph: — Ὅταν δώσω, μοῦ ἔλεγεν. — [1274, 1887, 1454, 1903]
students-paragraph: Ὁ κ. ὑπουργὸς ὅμως ἐδήλωσεν αὐτοῖς, ὅτι κωλύεται ἐκ τοῦ νόμου, ὅπως πράξῃ εἰς παρόμοιον πρᾶξιν. — [30, 1268, 329, 1319]
return-paragraph: Ἀπὸ προχθὲς δὲ ἡ Ἐπιτροπὴ διὰ τοῦ κ. Ἐσλὴν ἐζήτησε τηλεγραφικῶς παρὰ τῆς Κυβερνήσεως νὰ σταλῶσι ἀλεύρων διὰ τοὺς πτωχοὺς προσφύγας, διότι πρέπει νὰ ἔχωσι μεθ' ἑαυτῶν τοὐλάχιστον ὀλίγον ἄρτον ἐπιστρέφοντες εἰς τὰς ἀπογυμνωμένας ἑστίας των. — [1260, 786, 1538, 909]
stock-cell: 154.]— — [284, 588, 327, 603]
return-paragraph: Ὁ κ. Πρωθυπουργὸς ἀπήντησε ἀμέσως ὅτι διετάχθη ἡ ἀποστολὴ ἀλεύρων. Πρὸς τοῦτο δὲ ἐπέστη πολλὴ πρόνοια ἐν τῷ ὑπουργείῳ τῶν Στρατιωτικῶν, καὶ ἐδόθησαν ἤδη διαταγαὶ πρὸς τὸν ἐν Λαμίᾳ ἐπίτροπον, καθ' ὃν τὰ ἄλευρα θὰ σταλῶσι ταχέως εἰς τὰ μέρη τῆς ἐπανόδου. — [1260, 917, 1538, 1057]
borders-paragraph: Ἐκ Βόλου ἠγγέλθη, ὅτι τοὺς ἀποτελοῦντας τὴν ἐπιτροπὴν ἐπὶ τῆς συνοριακῆς διαρρυθμίσεως Ἕλληνας ἀξιωματικούς, ἀφιχθέντας εἰς τὴν πλευρὰν τῆς συνοριακῆς γραμμῆς Θεσσαλίας περὶ ὥραν 3 μ.μ., ἐδεξιώθη μετὰ πολλῶν φιλοφρονήσεων ὁ στρατιωτικὸς διοικητὴς Ἔνδερ πασσᾶς, ὅστις ἐζήτησεν ἄνευ συνδιαλέξεως ὅπως αἱ ἐργασίαι τῆς ἐπιτροπῆς ἀρχίσωσι. — [643, 1161, 948, 1356]
stock-cell: Σιδηρ. Θεσ. — [32, 616, 111, 630]
return-paragraph: Ἕτερος ὅμως ἐκ τῶν κ.κ. Ὑπουργῶν ἐρωτηθεὶς ὑπὸ συντάκτου μας εἶπεν ὅτι τὸ ζήτημα τῆς ἐπανόδου τῶν Θεσσαλῶν ἐξαρτᾶται κατὰ τὸ πλεῖστον ἐκ τῆς συμπεριφορᾶς τῶν Τούρκων, οἱ ὁποῖοι ἐξακολουθοῦν φοβολογοῦντες τοὺς κατοίκους. — [1260, 177, 1538, 300]
serial-paragraph: — Θὰ ἔλθῃς ἀργότερα, φίλε μου, θὰ ἔλθῃς ἀργότερα. — [1260, 1676, 1538, 1710]
stock-row — [30, 603, 329, 617]
speaker-headline: ΤΟ ΖΗΤΗΜΑ ΤΟΥ ΝΕΟΥ ΠΡΟΕΔΡΟΥ ΤΗΣ ΒΟΥΛΗΣ — [990, 1396, 1218, 1439]
exchange-paragraph: Προσφοραὶ ἐκ Πατρῶν πολλαὶ ὑπῆρχον, ἀλλ' αἱ προτεινόμεναι τιμαὶ ἦσαν σχεδὸν ὅμοιαι τῶν ἐνταῦθα Τραπεζῶν. — [30, 434, 329, 483]
stock-cell: 40.— — [142, 588, 172, 603]
students-paragraph: Οἱ ἐκ Θεσσαλίας φοιτηταὶ παρουσιάσθησαν χθὲς περὶ τὴν 11 π. μ. ἐνώπιον τοῦ ἐπὶ τῆς Παιδείας ὑπουργοῦ. — [30, 1151, 329, 1202]
stock-cell: 46.— — [142, 629, 172, 644]
